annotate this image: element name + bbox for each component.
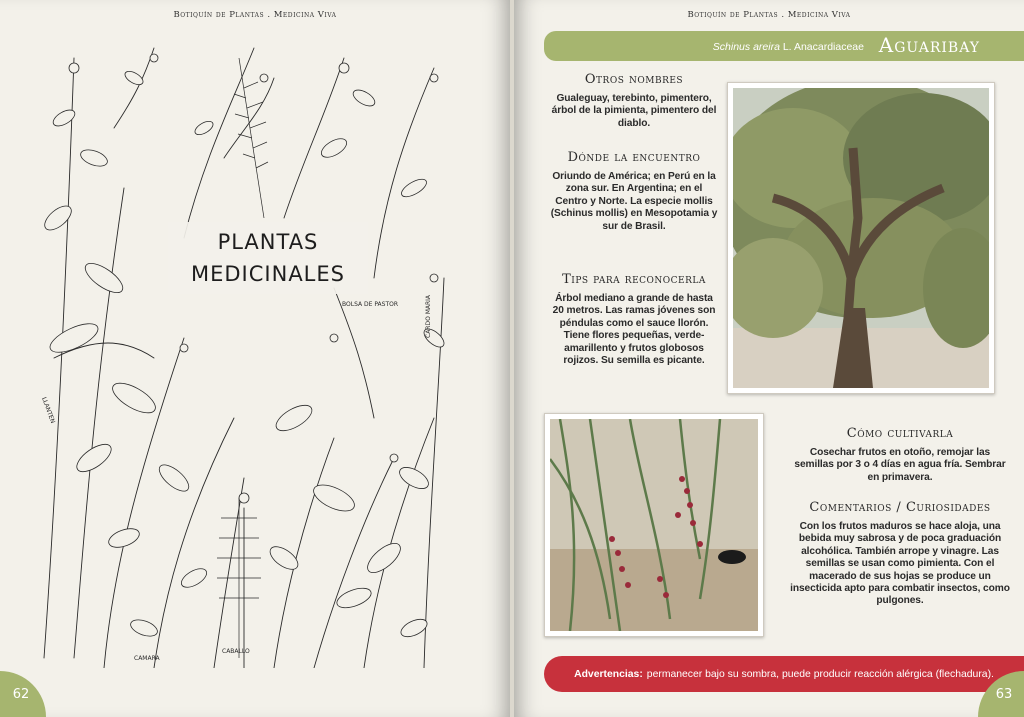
tree-image	[733, 88, 989, 388]
section-body: Gualeguay, terebinto, pimentero, árbol de la pimienta, pimentero del diablo.	[551, 93, 717, 129]
running-header-right: Botiquín de Plantas . Medicina Viva	[687, 10, 851, 20]
botanical-illustration	[34, 38, 462, 668]
left-page-title	[168, 222, 368, 294]
section-heading: Comentarios / Curiosidades	[809, 500, 991, 515]
section-tips	[550, 272, 718, 367]
section-body: Árbol mediano a grande de hasta 20 metros. Las ramas jóvenes son péndulas como el sauce llorón. Tiene flores pequeñas, verde-amarillento y frutos globosos rojizos. Su semilla es picante.	[552, 293, 716, 367]
plant-name-band	[544, 31, 1024, 61]
section-otros-nombres	[550, 72, 718, 130]
running-header-left: Botiquín de Plantas . Medicina Viva	[173, 10, 337, 20]
plant-label: BOLSA DE PASTOR	[342, 301, 399, 308]
page-number-right: 63	[978, 671, 1024, 717]
fruit-branch-image	[550, 419, 758, 631]
section-body: Cosechar frutos en otoño, remojar las semillas por 3 o 4 días en agua fría. Sembrar en primavera.	[794, 447, 1006, 483]
common-name: Aguaribay	[878, 33, 980, 57]
warning-text: permanecer bajo su sombra, puede producir reacción alérgica (flechadura).	[646, 668, 994, 680]
page-number-left: 62	[0, 671, 46, 717]
warning-label: Advertencias:	[574, 668, 643, 680]
plant-label: CABALLO	[222, 648, 250, 655]
section-heading: Dónde la encuentro	[567, 150, 701, 165]
title-line-1: PLANTAS	[217, 230, 319, 254]
left-page	[0, 0, 510, 717]
section-comentarios	[790, 500, 1010, 608]
section-como-cultivarla	[790, 426, 1010, 484]
scientific-name	[713, 41, 864, 53]
plant-label: CARDO MARIA	[425, 294, 432, 338]
section-heading: Tips para reconocerla	[562, 272, 706, 287]
plant-label: LLANTEN	[40, 396, 57, 425]
authority-family: L. Anacardiaceae	[782, 41, 864, 53]
tree-photo	[727, 82, 995, 394]
section-body: Con los frutos maduros se hace aloja, una bebida muy sabrosa y de poca graduación alcohólica. También arrope y vinagre. Las semillas se usan como pimienta. Con el macerado de sus hojas se produce un insecticida apto para combatir insectos, como pulgones.	[790, 521, 1010, 607]
section-body: Oriundo de América; en Perú en la zona sur. En Argentina; en el Centro y Norte. La especie mollis (Schinus mollis) en Mesopotamia y sur de Brasil.	[550, 171, 718, 232]
warning-banner	[544, 656, 1024, 692]
plant-label: CAMARA	[134, 655, 160, 662]
section-donde-encuentro	[550, 150, 718, 233]
section-heading: Otros nombres	[584, 72, 684, 87]
scientific-name-text: Schinus areira	[712, 41, 780, 53]
title-line-2: MEDICINALES	[191, 262, 345, 286]
right-page	[514, 0, 1024, 717]
fruit-photo	[544, 413, 764, 637]
section-heading: Cómo cultivarla	[846, 426, 954, 441]
